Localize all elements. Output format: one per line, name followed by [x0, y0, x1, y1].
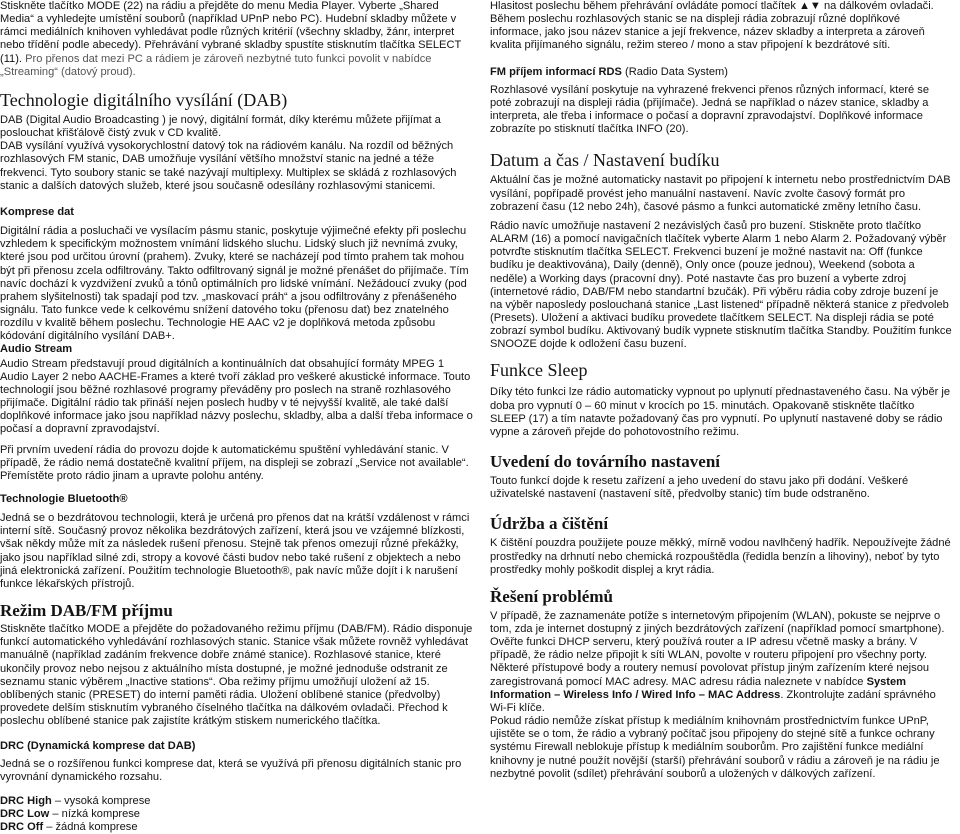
problem-heading: Řešení problémů	[490, 586, 613, 606]
dab-heading: Technologie digitálního vysílání (DAB)	[0, 89, 288, 110]
mac-menu-path: System Information – Wireless Info / Wired Info – MAC Address	[490, 675, 907, 701]
left-column	[0, 0, 474, 834]
datum-text-2: Rádio navíc umožňuje nastavení 2 nezávislých časů pro buzení. Stiskněte proto tlačítko ALARM (16) a pomocí navigačních tlačítek vyberte Alarm 1 nebo Alarm 2. Požadovaný výběr potvrďte stisknutím tlačítka SELECT. Frekvenci buzení je možné nastavit na: Off (funkce budíku je deaktivována), Daily (denně), Only once (pouze jednou), Weekend (sobota a neděle) a Working days (pracovní dny). Poté nastavte čas pro buzení a vyberte zdroj (internetové rádio, DAB/FM nebo standartní bzučák). Při výběru rádia coby zdroje buzení je na výběr naposledy poslouchaná stanice „Last listened“ případně některá stanice z předvoleb (Presets). Uložení a aktivaci budíku provedete tlačítkem SELECT. Na displeji rádia se poté zobrazí symbol budíku. Aktivovaný budík vypnete stisknutím tlačítka Standby. Použitím funkce SNOOZE dojde k odložení času buzení.	[490, 219, 952, 351]
drc-heading: DRC (Dynamická komprese dat DAB)	[0, 740, 196, 753]
rezim-heading: Režim DAB/FM příjmu	[0, 601, 173, 621]
drc-text: Jedná se o rozšířenou funkci komprese dat, která se využívá při přenosu digitálních stanic pro vyrovnání dynamického rozsahu.	[0, 757, 462, 783]
drc-item-label: DRC Off	[0, 821, 44, 834]
fm-rds-heading-bold: FM příjem informací RDS	[490, 65, 622, 78]
komprese-text: Digitální rádia a posluchači ve vysílacím pásmu stanic, poskytuje výjimečné efekty při poslechu vzhledem k specifickým možnostem vnímání lidského sluchu. Lidský sluch již nevnímá zvuky, které jsou pod určitou úrovní (prahem). Zvuky, které se nacházejí pod tímto prahem tak mohou být při přenosu zcela odfiltrovány. Takto odfiltrovaný signál je možné přenášet do přijímače. Tím navíc dochází k vyzdvižení zvuků a tónů optimálních pro lidské vnímání. Nežádoucí zvuky (pod prahem slyšitelnosti) tak spadají pod tzv. „maskovací práh“ a jsou odfiltrovány z přenášeného signálu. Tato funkce vede k celkovému snížení datového toku (přenosu dat) bez znatelného rozdílu v kvalitě během poslechu. Technologie HE AAC v2 je doplňková metoda způsobu kódování digitálního vysílání DAB+.	[0, 225, 469, 343]
drc-list-item	[0, 808, 474, 821]
problem-text-2-start: Ověřte funkci DHCP serveru, který používá router a IP adresu včetně masky a brány. V případě, že rádio nelze připojit k síti WLAN, povolte v routeru připojení pro všechny porty. Některé přístupové body a routery nemusí povolovat přístup jiným zařízením které nejsou zaregistrovaná pomocí MAC adresy. MAC adresu rádia naleznete v nabídce	[490, 636, 930, 688]
audio-stream-text-2: Při prvním uvedení rádia do provozu dojde k automatickému spuštění vyhledávání stanic. V případě, že rádio nemá dostatečně kvalitní příjem, na displeji se zobrazí „Service not available“. Přemístěte proto rádio jinam a upravte polohu antény.	[0, 443, 469, 482]
problem-text-2-end: . Zkontrolujte zadání správného Wi-Fi klíče.	[490, 688, 936, 714]
drc-item-desc: – žádná komprese	[43, 821, 138, 834]
drc-item-label: DRC Low	[0, 807, 50, 820]
datum-heading: Datum a čas / Nastavení budíku	[490, 150, 720, 171]
audio-stream-heading: Audio Stream	[0, 343, 73, 356]
sleep-text: Díky této funkci lze rádio automaticky vypnout po uplynutí přednastaveného času. Na výběr je doba pro vypnutí 0 – 60 minut v krocích po 15. minutách. Opakovaně stiskněte tlačítko SLEEP (17) a tím natavte požadovaný čas pro vypnutí. Po uplynutí nastavené doby se rádio vypne a zároveň přejde do pohotovostního režimu.	[490, 386, 951, 438]
drc-item-desc: – nízká komprese	[49, 807, 140, 820]
problem-text-3: Pokud rádio nemůže získat přístup k mediálním knihovnám prostřednictvím funkce UPnP, ujistěte se o tom, že rádio a vybraný počítač jsou připojeny do stejné sítě a funkce ochrany systému Firewall neblokuje přístup k mediálním souborům. Pro zajištění funkce mediální knihovny je nutné použít novější (starší) přehrávání souborů v rádiu a zároveň je na rádiu je nezbytné povolit (sdílet) přehrávání souborů a uložených v dálkových zařízení.	[490, 715, 940, 780]
dab-text-1: DAB (Digital Audio Broadcasting ) je nový, digitální formát, díky kterému můžete přijímat a poslouchat křišťálově čistý zvuk v CD kvalitě.	[0, 113, 441, 140]
drc-item-desc: – vysoká komprese	[51, 794, 151, 807]
drc-list	[0, 795, 474, 834]
problem-text-1: V případě, že zaznamenáte potíže s internetovým připojením (WLAN), pokuste se nejprve o tom, zda je internet dostupný z jiných bezdrátových zařízení (například pomocí smartphone).	[490, 609, 945, 635]
volume-info: Během poslechu rozhlasových stanic se na displeji rádia zobrazují různé doplňkové informace, jako jsou název stanice a její frekvence, název skladby a interpreta a zároveň kvalita přijímaného signálu, režim stereo / mono a stav připojení k bezdrátové síti.	[490, 13, 925, 52]
right-column	[490, 0, 952, 781]
problem-text-2	[490, 636, 952, 715]
audio-stream-text-1: Audio Stream představují proud digitálních a kontinuálních dat obsahující formáty MPEG 1 Audio Layer 2 nebo AACHE-Frames a které tvoří základ pro veškeré akustické informace. Touto technologií jsou běžné rozhlasové programy převáděny pro poslech na straně rozhlasového přijímače. Digitální rádio tak přináší nejen poslech hudby v té nejvyšší kvalitě, ale také další doplňkové informace jako jsou například názvy poslechu, skladby, alba a další třeba informace o počasí a dopravní zpravodajství.	[0, 357, 473, 436]
fm-rds-heading	[490, 66, 952, 79]
drc-list-item	[0, 795, 474, 808]
bluetooth-text: Jedná se o bezdrátovou technologii, která je určená pro přenos dat na krátší vzdálenost v rámci interní sítě. Současný provoz několika bezdrátových zařízení, která jsou ve vzájemné blízkosti, však někdy může mít za následek rušení přenosu. Stejně tak přenos omezují různé překážky, jako jsou například silné zdi, stropy a kovové části budov nebo také rušení z objektech a nebo jiná elektronická zařízení. Použitím technologie Bluetooth®, pak navíc může dojít i k narušení funkce lékařských přístrojů.	[0, 512, 470, 590]
udrzba-heading: Údržba a čištění	[490, 514, 609, 534]
volume-text	[490, 0, 952, 53]
reset-heading: Uvedení do továrního nastavení	[490, 452, 720, 472]
intro-note: Pro přenos dat mezi PC a rádiem je zároveň nezbytné tuto funkci povolit v nabídce „Streaming“ (datový proud).	[0, 52, 432, 78]
intro-paragraph	[0, 0, 474, 79]
intro-text: Stiskněte tlačítko MODE (22) na rádiu a přejděte do menu Media Player. Vyberte „Shared Media“ a vyhledejte umístění souborů (například UPnP nebo PC). Hudební skladby můžete v rámci mediálních knihoven vyhledávat podle různých kritérií (všechny skladby, žánr, interpret nebo třídění podle abecedy). Přehrávání vybrané skladby spustíte stisknutím tlačítka SELECT (11).	[0, 0, 462, 65]
dab-text-2: DAB vysílání využívá vysokorychlostní datový tok na rádiovém kanálu. Na rozdíl od běžných rozhlasových FM stanic, DAB umožňuje vysílání většího množství stanic na jedné a téže frekvenci. Tyto soubory stanic se také nazývají multiplexy. Multiplex se skládá z rozhlasových stanic a dalších datových služeb, které jsou současně odesílány rozhlasovými stanicemi.	[0, 140, 457, 192]
rezim-text: Stiskněte tlačítko MODE a přejděte do požadovaného režimu příjmu (DAB/FM). Rádio disponuje funkcí automatického vyhledávání rozhlasových stanic. Stanice však můžete rovněž vyhledávat manuálně (například zadáním frekvence dobře známé stanice). Rozhlasové stanice, které ukončily provoz nebo nejsou z aktuálního místa dostupné, je možné jednoduše odstranit ze seznamu stanic výběrem „Inactive stations“. Oba režimy příjmu umožňují uložení až 15. oblíbených stanic (PRESET) do interní paměti rádia. Uložení oblíbené stanice (předvolby) provedete delším stisknutím vybraného číselného tlačítka na dálkovém ovladači. Přechod k poslechu oblíbené stanice pak zajistíte krátkým stiskem numerického tlačítka.	[0, 623, 473, 728]
fm-rds-heading-rest: (Radio Data System)	[621, 65, 728, 78]
udrzba-text: K čištění pouzdra použijete pouze měkký, mírně vodou navlhčený hadřík. Nepoužívejte žádné prostředky na drhnutí nebo chemická rozpouštědla (ředidla benzín a lihoviny), neboť by tyto prostředky mohly poškodit displej a kryt rádia.	[490, 537, 951, 576]
drc-list-item	[0, 821, 474, 834]
fm-rds-text: Rozhlasové vysílání poskytuje na vyhrazené frekvenci přenos různých informací, které se poté zobrazují na displeji rádia (přijímače). Jedná se například o název stanice, skladby a interpreta, ale třeba i informace o počasí a dopravní zpravodajství. Doplňkové informace zobrazíte po stisknutí tlačítka INFO (20).	[490, 83, 930, 136]
sleep-heading: Funkce Sleep	[490, 360, 588, 381]
reset-text: Touto funkcí dojde k resetu zařízení a jeho uvedení do stavu jako při dodání. Veškeré uživatelské nastavení (nastavení sítě, předvolby stanic) tím bude odstraněno.	[490, 475, 909, 501]
bluetooth-heading: Technologie Bluetooth®	[0, 493, 128, 505]
datum-text-1: Aktuální čas je možné automaticky nastavit po připojení k internetu nebo prostřednictvím DAB vysílání, popřípadě provést jeho manuální nastavení. Navíc zvolte časový formát pro zobrazení času (12 nebo 24h), časové pásmo a funkci automatické změny letního času.	[490, 174, 951, 213]
drc-item-label: DRC High	[0, 794, 52, 807]
volume-note: Hlasitost poslechu během přehrávání ovládáte pomocí tlačítek ▲▼ na dálkovém ovladači.	[490, 0, 934, 12]
komprese-heading: Komprese dat	[0, 205, 74, 218]
